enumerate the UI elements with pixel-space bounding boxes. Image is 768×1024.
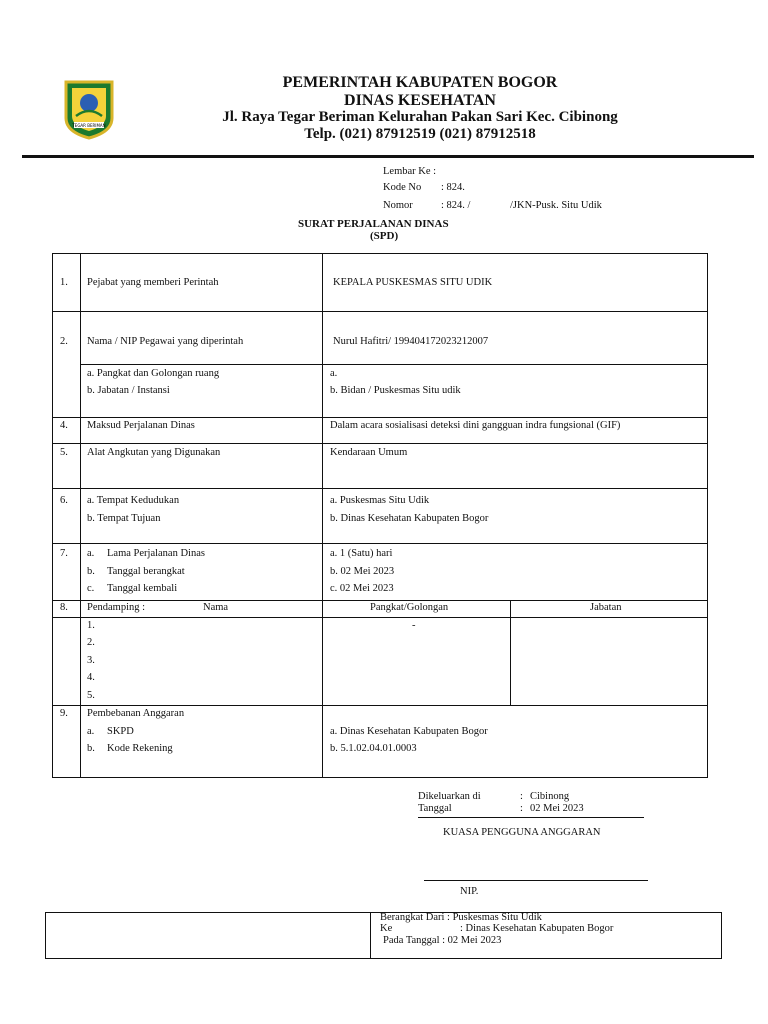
- header-rule: [22, 155, 754, 158]
- row7-value-a: a. 1 (Satu) hari: [330, 548, 393, 559]
- row7-value-c: c. 02 Mei 2023: [330, 583, 394, 594]
- nip-label: NIP.: [460, 886, 479, 897]
- pendamping-pangkat-value: -: [412, 620, 416, 631]
- pendamping-item: 2.: [87, 637, 95, 648]
- row2-value: Nurul Hafitri/ 199404172023212007: [333, 336, 489, 347]
- row5-value: Kendaraan Umum: [330, 447, 408, 458]
- row9-label-a: SKPD: [107, 726, 134, 737]
- row-number: 3.: [60, 375, 68, 386]
- row6-value-a: a. Puskesmas Situ Udik: [330, 495, 430, 506]
- kabupaten-bogor-logo: [62, 78, 116, 140]
- nomor-suffix: /JKN-Pusk. Situ Udik: [510, 200, 602, 211]
- kode-label: Kode No: [383, 182, 422, 193]
- row3-label-a: a. Pangkat dan Golongan ruang: [87, 368, 220, 379]
- row8-col-jabatan: Jabatan: [590, 602, 622, 613]
- pada-tanggal: Pada Tanggal : 02 Mei 2023: [383, 935, 502, 946]
- berangkat-dari: Berangkat Dari : Puskesmas Situ Udik: [380, 912, 542, 923]
- row9-value-b: b. 5.1.02.04.01.0003: [330, 743, 417, 754]
- row-number: 5.: [60, 447, 68, 458]
- row8-col-pangkat: Pangkat/Golongan: [370, 602, 449, 613]
- row9-value-a: a. Dinas Kesehatan Kabupaten Bogor: [330, 726, 488, 737]
- pendamping-item: 1.: [87, 620, 95, 631]
- header-address: Jl. Raya Tegar Beriman Kelurahan Pakan Sari Kec. Cibinong: [222, 109, 618, 125]
- row4-value: Dalam acara sosialisasi deteksi dini gangguan indra fungsional (GIF): [330, 420, 621, 431]
- row9-prefix-b: b.: [87, 743, 95, 754]
- row3-value-a: a.: [330, 368, 338, 379]
- row5-label: Alat Angkutan yang Digunakan: [87, 447, 221, 458]
- row7-prefix-b: b.: [87, 566, 95, 577]
- signature-line: [424, 880, 648, 881]
- tanggal-label: Tanggal: [418, 803, 452, 814]
- row7-value-b: b. 02 Mei 2023: [330, 566, 395, 577]
- row7-prefix-c: c.: [87, 583, 95, 594]
- kode-value: : 824.: [441, 182, 465, 193]
- row8-label: Pendamping :: [87, 602, 146, 613]
- row2-label: Nama / NIP Pegawai yang diperintah: [87, 336, 244, 347]
- pendamping-item: 4.: [87, 672, 95, 683]
- lembar-label: Lembar Ke :: [383, 166, 437, 177]
- row6-value-b: b. Dinas Kesehatan Kabupaten Bogor: [330, 513, 489, 524]
- kuasa-title: KUASA PENGGUNA ANGGARAN: [443, 827, 601, 838]
- row-number: 1.: [60, 277, 68, 288]
- row9-prefix-a: a.: [87, 726, 95, 737]
- svg-text:TEGAR BERIMAN: TEGAR BERIMAN: [72, 123, 106, 128]
- row-number: 7.: [60, 548, 68, 559]
- row-number: 6.: [60, 495, 68, 506]
- row3-value-b: b. Bidan / Puskesmas Situ udik: [330, 385, 461, 396]
- tanggal-colon: :: [520, 803, 523, 814]
- row-number: 9.: [60, 708, 68, 719]
- row7-label-a: Lama Perjalanan Dinas: [107, 548, 205, 559]
- row6-label-a: a. Tempat Kedudukan: [87, 495, 180, 506]
- document-subtitle: (SPD): [370, 230, 399, 242]
- ke-label: Ke: [380, 923, 393, 934]
- row7-prefix-a: a.: [87, 548, 95, 559]
- ke-value: : Dinas Kesehatan Kabupaten Bogor: [460, 923, 614, 934]
- row-number: 4.: [60, 420, 68, 431]
- row9-label-b: Kode Rekening: [107, 743, 173, 754]
- row3-label-b: b. Jabatan / Instansi: [87, 385, 170, 396]
- row9-label: Pembebanan Anggaran: [87, 708, 185, 719]
- nomor-label: Nomor: [383, 200, 413, 211]
- row1-label: Pejabat yang memberi Perintah: [87, 277, 219, 288]
- header-phone: Telp. (021) 87912519 (021) 87912518: [304, 126, 536, 142]
- row7-label-c: Tanggal kembali: [107, 583, 178, 594]
- dikeluarkan-colon: :: [520, 791, 523, 802]
- row8-col-nama: Nama: [203, 602, 229, 613]
- pendamping-item: 5.: [87, 690, 95, 701]
- row1-value: KEPALA PUSKESMAS SITU UDIK: [333, 277, 493, 288]
- pendamping-item: 3.: [87, 655, 95, 666]
- header-line-1: PEMERINTAH KABUPATEN BOGOR: [282, 74, 558, 91]
- row-number: 2.: [60, 336, 68, 347]
- row7-label-b: Tanggal berangkat: [107, 566, 185, 577]
- document-title: SURAT PERJALANAN DINAS: [298, 218, 449, 230]
- nomor-value: : 824. /: [441, 200, 471, 211]
- dikeluarkan-label: Dikeluarkan di: [418, 791, 481, 802]
- row-number: 8.: [60, 602, 68, 613]
- tanggal-value: 02 Mei 2023: [530, 803, 584, 814]
- tanggal-underline: [418, 817, 644, 818]
- row6-label-b: b. Tempat Tujuan: [87, 513, 161, 524]
- dikeluarkan-value: Cibinong: [530, 791, 570, 802]
- row4-label: Maksud Perjalanan Dinas: [87, 420, 195, 431]
- header-line-2: DINAS KESEHATAN: [344, 92, 496, 109]
